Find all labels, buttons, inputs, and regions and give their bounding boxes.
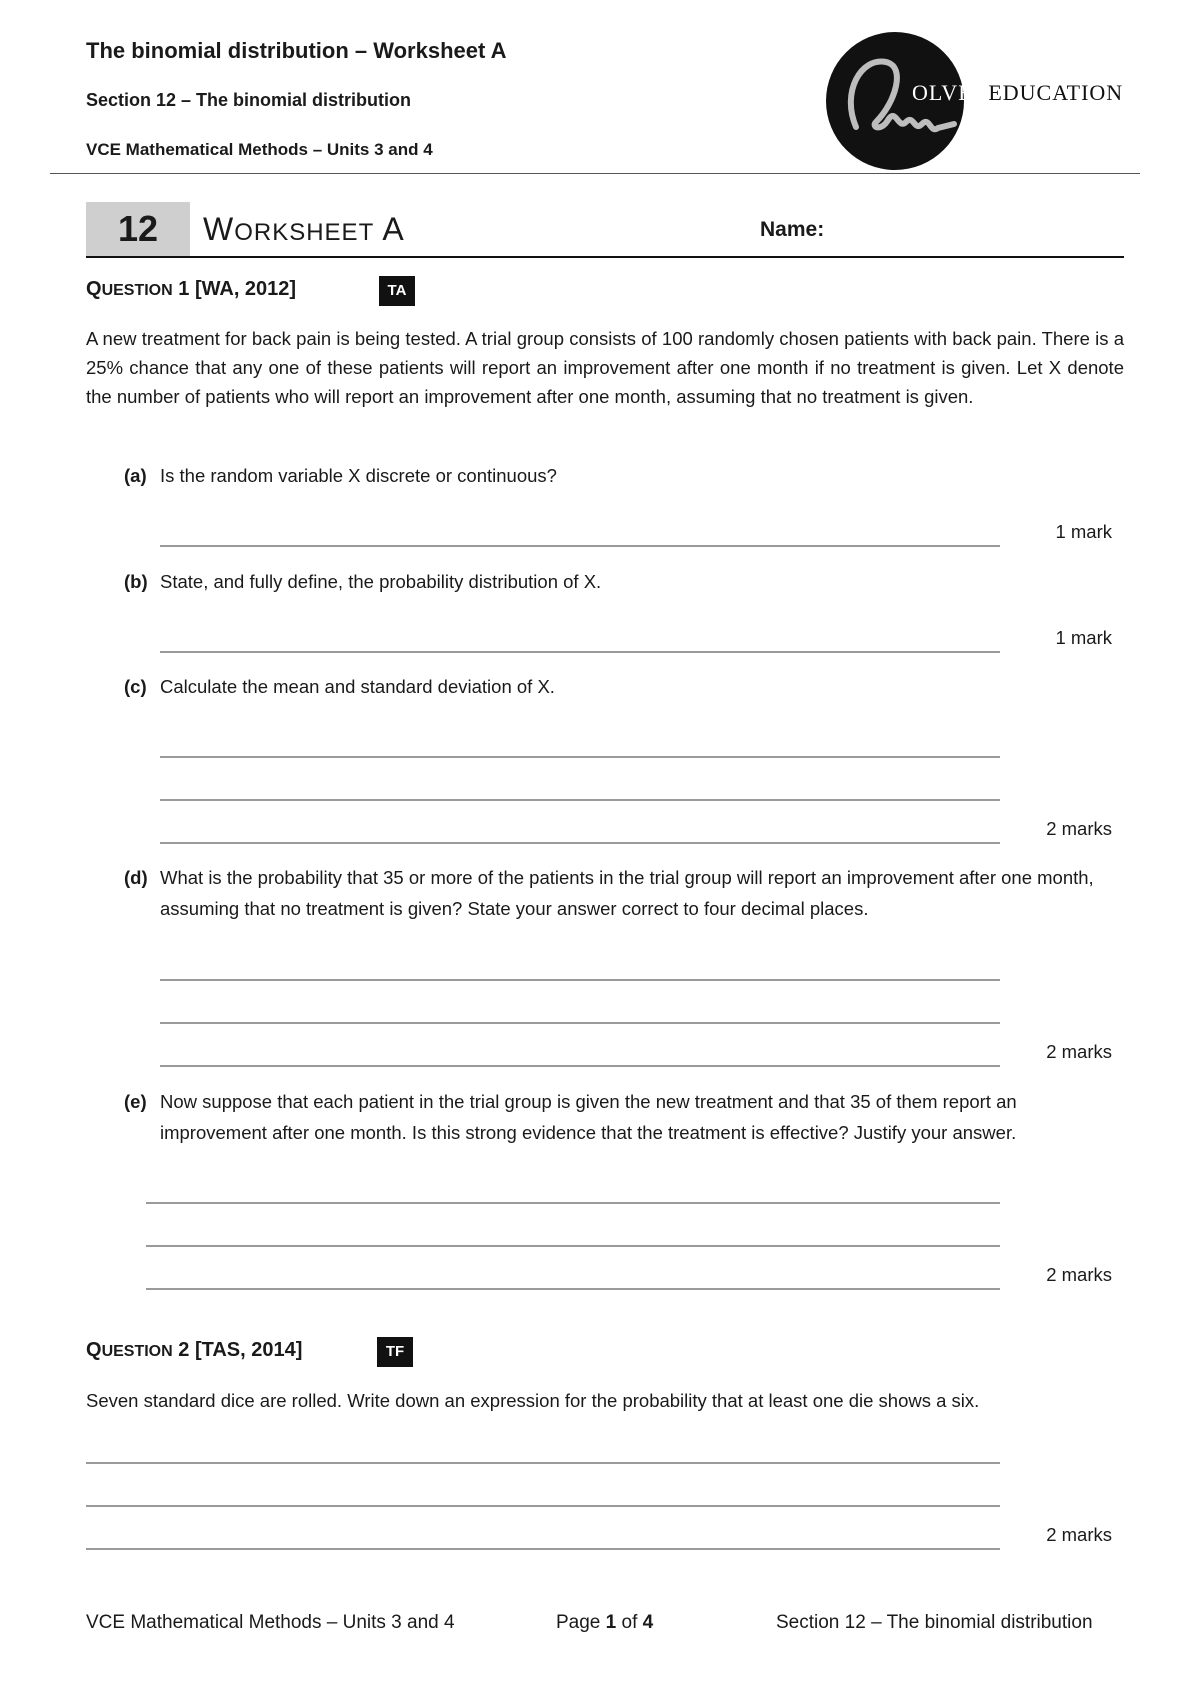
- q1c-text: Calculate the mean and standard deviation of X.: [160, 676, 555, 697]
- q1c-answer-line-2[interactable]: [160, 799, 1000, 801]
- q1d-text: What is the probability that 35 or more of the patients in the trial group will report an improvement after one month, assuming that no treatment is given? State your answer correct to four decimal places.: [160, 867, 1094, 919]
- q1c-answer-line-1[interactable]: [160, 756, 1000, 758]
- footer-course: VCE Mathematical Methods – Units 3 and 4: [86, 1612, 455, 1633]
- section-subtitle: Section 12 – The binomial distribution: [86, 90, 412, 110]
- footer-section: Section 12 – The binomial distribution: [776, 1612, 1093, 1633]
- q1d-answer-line-2[interactable]: [160, 1022, 1000, 1024]
- logo-wordmark: [912, 80, 1123, 106]
- q2-text: Seven standard dice are rolled. Write down an expression for the probability that at least one die shows a six.: [86, 1390, 980, 1411]
- q1-tag-badge: TA: [379, 276, 415, 306]
- worksheet-title-rest: ORKSHEET: [234, 219, 375, 246]
- footer-page-number: [556, 1612, 653, 1634]
- q2-answer-line-3[interactable]: [86, 1548, 1000, 1550]
- q1d-answer-line-3[interactable]: [160, 1065, 1000, 1067]
- q1e-marks: 2 marks: [1046, 1264, 1112, 1285]
- q1e-text: Now suppose that each patient in the trial group is given the new treatment and that 35 of them report an improvement after one month. Is this strong evidence that the treatment is effective? Justify your answer.: [160, 1091, 1017, 1143]
- logo-text-education: EDUCATION: [988, 80, 1124, 105]
- q1a-label: (a): [124, 465, 147, 486]
- document-title: The binomial distribution – Worksheet A: [86, 38, 507, 63]
- worksheet-number-box: 12: [86, 202, 190, 256]
- q1d-answer-line-1[interactable]: [160, 979, 1000, 981]
- q1-number: 1: [178, 278, 190, 300]
- q1b-marks: 1 mark: [1055, 627, 1112, 648]
- q1e-label: (e): [124, 1091, 147, 1112]
- q1-label-rest: UESTION: [101, 282, 173, 299]
- q1e-answer-line-3[interactable]: [146, 1288, 1000, 1290]
- worksheet-divider: [86, 256, 1124, 258]
- worksheet-title-letter: A: [382, 211, 405, 247]
- q2-answer-line-1[interactable]: [86, 1462, 1000, 1464]
- q1d-marks: 2 marks: [1046, 1041, 1112, 1062]
- q1b-label: (b): [124, 571, 148, 592]
- q1c-marks: 2 marks: [1046, 818, 1112, 839]
- worksheet-title-initial: W: [203, 211, 235, 247]
- q2-source: [TAS, 2014]: [194, 1339, 303, 1361]
- q2-tag-badge: TF: [377, 1337, 413, 1367]
- q1b-answer-line[interactable]: [160, 651, 1000, 653]
- q2-label-initial: Q: [86, 1339, 102, 1361]
- q2-answer-line-2[interactable]: [86, 1505, 1000, 1507]
- q1e-answer-line-1[interactable]: [146, 1202, 1000, 1204]
- logo-text-olver: OLVER: [912, 80, 989, 105]
- q1e-answer-line-2[interactable]: [146, 1245, 1000, 1247]
- q1b-text: State, and fully define, the probability distribution of X.: [160, 571, 602, 592]
- q1-intro-text: A new treatment for back pain is being tested. A trial group consists of 100 randomly chosen patients with back pain. There is a 25% chance that any one of these patients will report an improvement after one month if no treatment is given. Let X denote the number of patients who will report an improvement after one month, assuming that no treatment is given.: [86, 328, 1124, 407]
- footer-page-total: 4: [642, 1612, 654, 1633]
- header-divider: [50, 173, 1140, 174]
- q1d-label: (d): [124, 867, 148, 888]
- q2-marks: 2 marks: [1046, 1524, 1112, 1545]
- q1c-label: (c): [124, 676, 147, 697]
- q2-number: 2: [178, 1339, 190, 1361]
- question-1-heading: [86, 278, 296, 301]
- q1a-answer-line[interactable]: [160, 545, 1000, 547]
- footer-page-current: 1: [605, 1612, 617, 1633]
- q1-source: [WA, 2012]: [194, 278, 297, 300]
- footer-page-prefix: Page: [556, 1612, 601, 1633]
- q2-label-rest: UESTION: [101, 1343, 173, 1360]
- q1a-marks: 1 mark: [1055, 521, 1112, 542]
- name-label: Name:: [760, 218, 825, 241]
- question-2-heading: [86, 1339, 302, 1362]
- footer-page-sep: of: [621, 1612, 638, 1633]
- q1-label-initial: Q: [86, 278, 102, 300]
- q1a-text: Is the random variable X discrete or continuous?: [160, 465, 557, 486]
- worksheet-title: [203, 211, 405, 248]
- q1c-answer-line-3[interactable]: [160, 842, 1000, 844]
- course-subtitle: VCE Mathematical Methods – Units 3 and 4: [86, 140, 433, 159]
